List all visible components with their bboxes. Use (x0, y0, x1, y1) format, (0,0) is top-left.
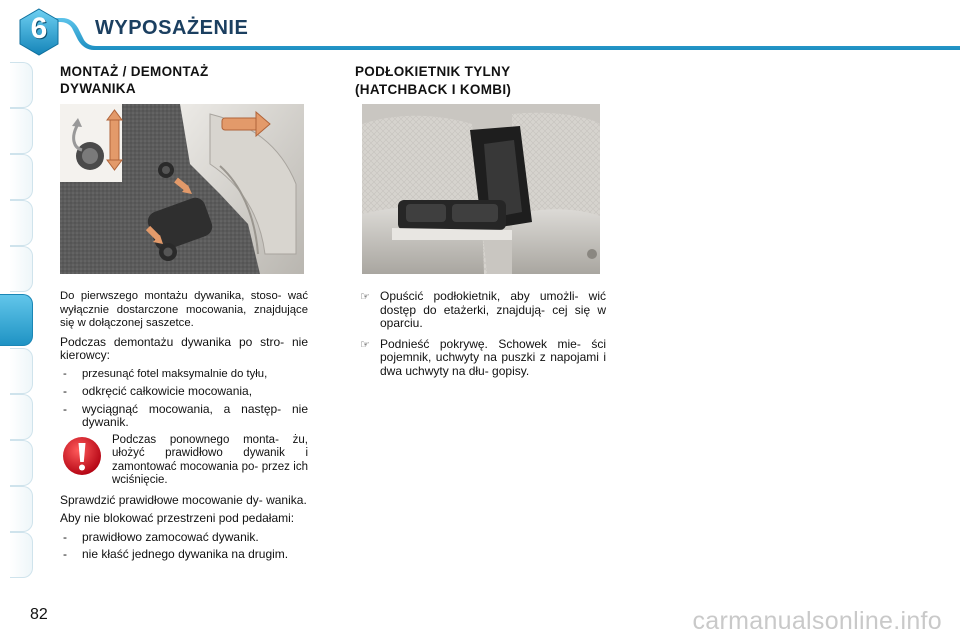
watermark: carmanualsonline.info (692, 607, 942, 635)
removal-intro: Podczas demontażu dywanika po stro- nie kierowcy: (60, 334, 308, 362)
warning-text: Podczas ponownego monta- żu, ułożyć prawidłowo dywanik i zamontować mocowania po- przez ich wciśnięcie. (112, 433, 308, 486)
chapter-tab-11[interactable] (10, 532, 33, 578)
removal-step: - przesunąć fotel maksymalnie do tyłu, (63, 367, 268, 380)
pointing-hand-icon: ☞ (360, 291, 370, 303)
armrest-heading-line2: (HATCHBACK I KOMBI) (355, 82, 512, 97)
floor-mat-illustration (60, 104, 304, 274)
pedal-step: - prawidłowo zamocować dywanik. (63, 529, 259, 544)
floor-mat-intro: Do pierwszego montażu dywanika, stoso- wać wyłącznie dostarczone mocowania, znajdujące się w dołączonej saszetce. (60, 290, 308, 329)
armrest-heading-line1: PODŁOKIETNIK TYLNY (355, 64, 511, 79)
chapter-tab-6-active[interactable] (0, 294, 33, 346)
armrest-heading (355, 63, 511, 99)
armrest-bullet: ☞ Opuścić podłokietnik, aby umożli- wić dostęp do etażerki, znajdują- cej się w oparciu. (360, 289, 606, 330)
removal-step: - odkręcić całkowicie mocowania, (63, 384, 253, 398)
pedal-intro: Aby nie blokować przestrzeni pod pedałami: (60, 511, 295, 525)
chapter-number: 6 (30, 12, 48, 45)
armrest-illustration (362, 104, 600, 274)
chapter-tab-3[interactable] (10, 154, 33, 200)
armrest-bullet: ☞ Podnieść pokrywę. Schowek mie- ści pojemnik, uchwyty na puszki z napojami i dwa uchwyty na dłu- gopisy. (360, 336, 606, 378)
chapter-tab-5[interactable] (10, 246, 33, 292)
chapter-tab-2[interactable] (10, 108, 33, 154)
chapter-tab-1[interactable] (10, 62, 33, 108)
pedal-step: - nie kłaść jednego dywanika na drugim. (63, 547, 289, 561)
armrest-photo (362, 104, 600, 274)
warning-block (60, 434, 308, 488)
floor-mat-heading-line2: DYWANIKA (60, 81, 136, 96)
floor-mat-text (60, 290, 308, 566)
armrest-text (356, 290, 606, 385)
chapter-tab-8[interactable] (10, 394, 33, 440)
chapter-tab-9[interactable] (10, 440, 33, 486)
chapter-title: WYPOSAŻENIE (95, 17, 249, 39)
page-number: 82 (30, 606, 48, 623)
floor-mat-heading-line1: MONTAŻ / DEMONTAŻ (60, 64, 209, 79)
floor-mat-photo (60, 104, 304, 274)
floor-mat-heading (60, 63, 209, 97)
chapter-tab-7[interactable] (10, 348, 33, 394)
check-text: Sprawdzić prawidłowe mocowanie dy- wanika. (60, 492, 307, 507)
chapter-tab-10[interactable] (10, 486, 33, 532)
removal-step: - wyciągnąć mocowania, a następ- nie dywanik. (63, 401, 308, 429)
pointing-hand-icon: ☞ (360, 338, 370, 351)
chapter-tab-4[interactable] (10, 200, 33, 246)
warning-exclamation-icon (62, 436, 102, 476)
